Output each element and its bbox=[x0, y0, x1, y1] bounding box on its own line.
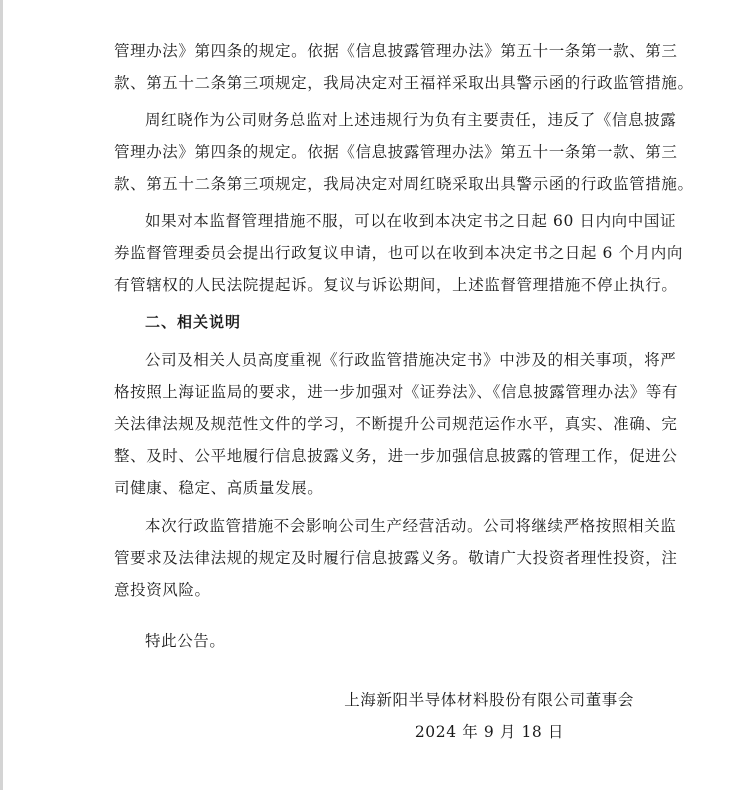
text-line: 款、第五十二条第三项规定，我局决定对王福祥采取出具警示函的行政监管措施。 bbox=[114, 74, 694, 92]
closing-statement: 特此公告。 bbox=[145, 632, 226, 650]
text-line: 意投资风险。 bbox=[114, 581, 211, 599]
text-line: 管要求及法律法规的规定及时履行信息披露义务。敬请广大投资者理性投资，注 bbox=[114, 549, 678, 567]
page-left-edge bbox=[0, 0, 3, 790]
document-body bbox=[114, 35, 694, 657]
text-line: 关法律法规及规范性文件的学习，不断提升公司规范运作水平，真实、准确、完 bbox=[114, 415, 678, 433]
text-line: 管理办法》第四条的规定。依据《信息披露管理办法》第五十一条第一款、第三 bbox=[114, 143, 678, 161]
signature-company: 上海新阳半导体材料股份有限公司董事会 bbox=[344, 691, 634, 709]
text-line: 整、及时、公平地履行信息披露义务，进一步加强信息披露的管理工作，促进公 bbox=[114, 447, 678, 465]
paragraph-zhou-hongxiao-measure bbox=[114, 104, 694, 200]
text-line: 有管辖权的人民法院提起诉。复议与诉讼期间，上述监督管理措施不停止执行。 bbox=[114, 276, 678, 294]
text-line: 款、第五十二条第三项规定，我局决定对周红晓采取出具警示函的行政监管措施。 bbox=[114, 175, 694, 193]
text-line: 管理办法》第四条的规定。依据《信息披露管理办法》第五十一条第一款、第三 bbox=[114, 42, 678, 60]
paragraph-appeal-rights bbox=[114, 205, 683, 301]
text-line: 如果对本监督管理措施不服，可以在收到本决定书之日起 60 日内向中国证 bbox=[145, 212, 677, 230]
section-heading: 二、相关说明 bbox=[145, 313, 242, 331]
paragraph-impact-statement bbox=[114, 510, 678, 606]
text-line: 券监督管理委员会提出行政复议申请，也可以在收到本决定书之日起 6 个月内向 bbox=[114, 244, 683, 262]
text-line: 本次行政监管措施不会影响公司生产经营活动。公司将继续严格按照相关监 bbox=[145, 517, 677, 535]
text-line: 公司及相关人员高度重视《行政监管措施决定书》中涉及的相关事项，将严 bbox=[145, 351, 677, 369]
text-line: 周红晓作为公司财务总监对上述违规行为负有主要责任，违反了《信息披露 bbox=[145, 111, 677, 129]
signature-block bbox=[114, 684, 634, 748]
signature-date: 2024 年 9 月 18 日 bbox=[414, 723, 564, 741]
text-line: 格按照上海证监局的要求，进一步加强对《证券法》、《信息披露管理办法》等有 bbox=[114, 383, 679, 401]
text-line: 司健康、稳定、高质量发展。 bbox=[114, 479, 324, 497]
paragraph-wang-fuxiang-measure bbox=[114, 35, 694, 99]
paragraph-company-response bbox=[114, 344, 679, 504]
